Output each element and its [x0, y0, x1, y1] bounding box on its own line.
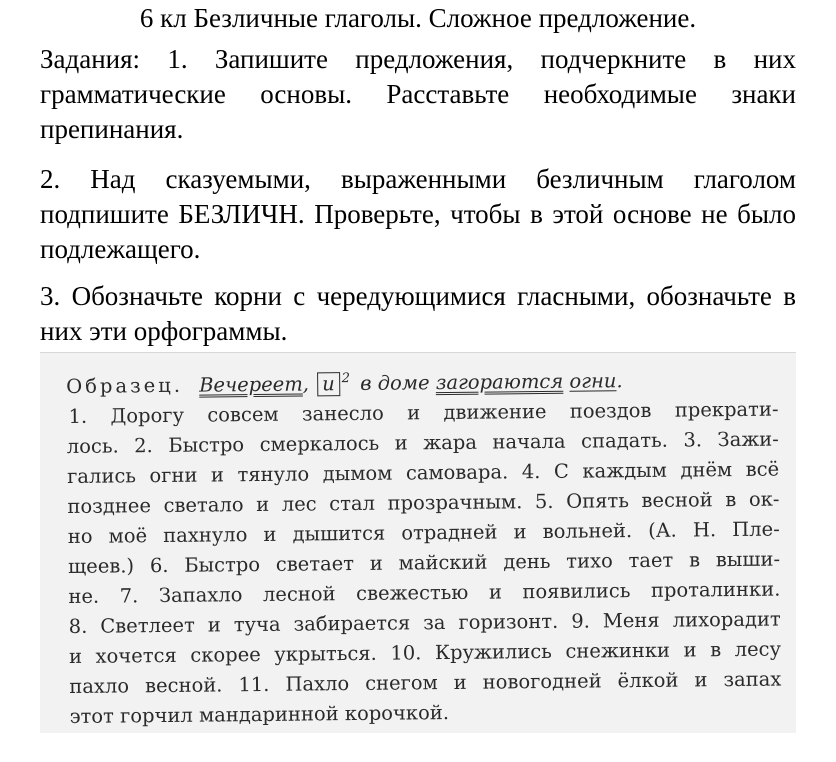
exercise-line-5: но моё пахнуло и дышится отрадней и вольней. (А. Н. Пле- — [67, 517, 780, 548]
exercise-line-6: щеев.) 6. Быстро светает и майский день тихо тает в выши- — [67, 547, 781, 578]
exercise-line-4: позднее светало и лес стал прозрачным. 5. Опять весной в ок- — [67, 487, 780, 518]
sample-sentence — [199, 369, 623, 396]
sample-predicate-2: загораются — [435, 369, 564, 394]
sample-comma: , — [302, 371, 310, 396]
exercise-line-7: не. 7. Запахло лесной свежестью и появились проталинки. — [68, 577, 781, 608]
sample-subject: огни — [569, 368, 617, 393]
exercise-block — [66, 360, 782, 732]
exercise-line-3: гались огни и тянуло дымом самовара. 4. С каждым днём всё — [67, 457, 780, 488]
exercise-line-9: и хочется скорее укрыться. 10. Кружились снежинки и в лесу — [68, 637, 782, 668]
task-3: 3. Обозначьте корни с чередующимися гласными, обозначьте в них эти орфограммы. — [40, 281, 796, 346]
sample-label: Образец. — [66, 373, 184, 398]
task-1: Задания: 1. Запишите предложения, подчеркните в них грамматические основы. Расставьте необходимые знаки препинания. — [40, 44, 796, 144]
exercise-line-11: этот горчил мандаринной корочкой. — [69, 700, 450, 728]
exercise-line-1: 1. Дорогу совсем занесло и движение поездов прекрати- — [68, 397, 779, 428]
exercise-line-2: лось. 2. Быстро смеркалось и жара начала спадать. 3. Зажи- — [66, 427, 779, 458]
sample-end: . — [616, 368, 623, 392]
sample-middle: в доме — [353, 370, 436, 395]
sample-boxed-conjunction: и — [317, 372, 340, 396]
task-2: 2. Над сказуемыми, выраженными безличным глаголом подпишите БЕЗЛИЧН. Проверьте, чтобы в этой основе не было подлежащего. — [40, 164, 796, 264]
sample-predicate-1: Вечереет — [199, 372, 303, 397]
exercise-line-8: 8. Светлеет и туча забирается за горизонт. 9. Меня лихорадит — [68, 607, 781, 638]
sample-superscript: 2 — [341, 371, 351, 387]
page-title: 6 кл Безличные глаголы. Сложное предложение. — [139, 3, 697, 33]
textbook-scan — [40, 352, 796, 733]
exercise-line-10: пахло весной. 11. Пахло снегом и новогодней ёлкой и запах — [69, 667, 782, 698]
